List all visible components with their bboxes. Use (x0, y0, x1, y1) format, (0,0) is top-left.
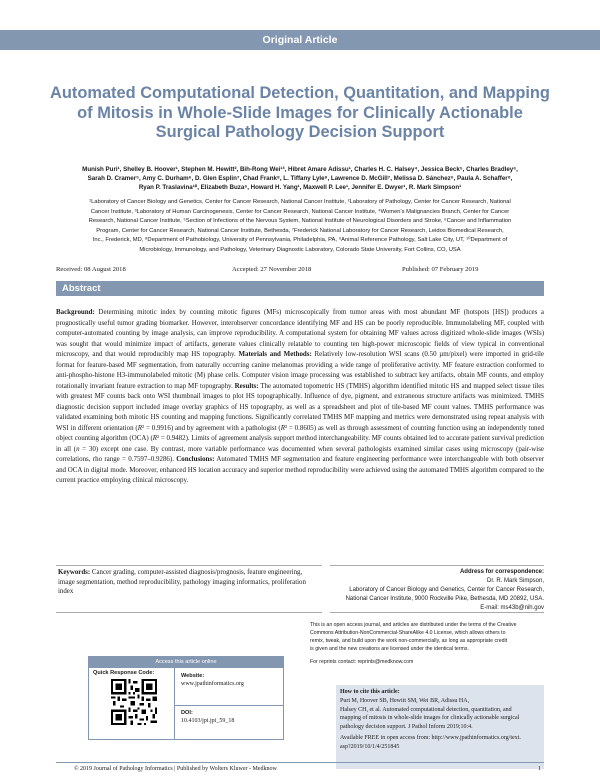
license-line: Commons Attribution-NonCommercial-ShareAlike 4.0 License, which allows others to (310, 630, 506, 636)
citation-box (336, 685, 544, 769)
r-squared-symbol: R (152, 434, 158, 442)
affiliation-line: Program, Center for Cancer Research, National Cancer Institute, Bethesda, ⁷Frederick National Laboratory for Cancer Research, Leidos Biomedical Research, (96, 227, 504, 234)
results-text: The automated topometric HS (TMHS) algorithm identified mitotic HS and mapped select tissue tiles with greatest MF counts back onto WSI thumbnail images to plot HS topographically. Influence of dye, pigment, and extraneous structure artifacts was minimized. TMHS diagnostic decision support included image overlay graphics of HS topography, as well as a spreadsheet and plot of tile-based MF count values. TMHS performance was validated examining both mitotic HS counting and mapping functions. Significantly correlated TMHS MF mapping and metrics were demonstrated using repeat analysis with WSI in different orientation ( (56, 381, 545, 432)
reprints-contact: For reprints contact: reprints@medknow.com (310, 659, 414, 665)
online-access-box (88, 656, 284, 740)
article-dates (56, 266, 544, 278)
title-line: Automated Computational Detection, Quantitation, and Mapping (50, 84, 550, 102)
r-squared-symbol: R (280, 423, 285, 432)
correspondence-address (330, 568, 544, 613)
page-number: 1 (538, 766, 541, 772)
license-notice (310, 621, 544, 666)
conclusions-label: Conclusions: (176, 455, 215, 463)
footer-divider (56, 762, 544, 763)
correspondence-label: Address for correspondence: (459, 569, 544, 575)
affiliation-line: Research, National Cancer Institute, ⁵Section of Infections of the Nervous System, National Institute of Neurological Disorders and Stroke, ⁶Cancer and Inflammation (88, 218, 512, 225)
correspondence-email: E-mail: ms43b@nih.gov (480, 605, 544, 611)
affiliation-line: Cancer Institute, ³Laboratory of Human Carcinogenesis, Center for Cancer Research, National Cancer Institute, ⁴Women's Malignancies Branch, Center for Cancer (90, 208, 510, 215)
author-line: Munish Puri¹, Shelley B. Hoover¹, Stephen M. Hewitt², Bih-Rong Wei¹³, Hibret Amare Adissu¹, Charles H. C. Halsey⁴, Jessica Beck⁵, Charles Bradley⁶, (82, 166, 518, 173)
affiliation-line: Inc., Frederick, MD, ⁸Department of Pathobiology, University of Pennsylvania, Philadelphia, PA, ⁹Animal Reference Pathology, Salt Lake City, UT, ¹⁰Department of (92, 237, 508, 244)
citation-first-line (340, 688, 540, 706)
results-text: ² = 0.8605) as well as through assessment of counting function using an independently tuned object counting algorithm (OCA) ( (56, 423, 545, 442)
author-line: Sarah D. Cramer⁵, Amy C. Durham⁶, D. Glen Esplin⁷, Chad Frank⁸, L. Tiffany Lyle⁹, Lawrence D. McGill⁷, Melissa D. Sánchez⁶, Paula A. Schaffer⁸, (87, 175, 513, 182)
results-text: ² = 0.9916) and by agreement with a pathologist ( (142, 423, 281, 432)
article-type-banner (0, 30, 600, 50)
r-squared-symbol: R (137, 423, 142, 432)
affiliation-line: ¹Laboratory of Cancer Biology and Genetics, Center for Cancer Research, National Cancer Institute, ²Laboratory of Pathology, Center for Cancer Research, National (89, 199, 511, 205)
published-date: Published: 07 February 2019 (402, 266, 479, 273)
keywords-text: Cancer grading, computer-assisted diagnosis/prognosis, feature engineering, image segmentation, method reproducibility, pathology imaging informatics, proliferation index (58, 569, 306, 595)
background-label: Background: (56, 308, 95, 316)
abstract-header (56, 281, 544, 296)
results-text: = 30) except one case. By contrast, more variable performance was documented when several pathologists examined similar cases using microscopy (pair-wise correlations, rho range = 0.7597–0.9286). (56, 444, 544, 463)
title-line: of Mitosis in Whole-Slide Images for Clinically Actionable (77, 103, 523, 122)
qr-label: Quick Response Code: (93, 670, 155, 676)
results-label: Results: (234, 381, 259, 390)
conclusions-text: Automated TMHS MF segmentation and feature engineering performance were interchangeable with both observer and OCA in digital mode. Moreover, enhanced HS location accuracy and superior method reproducibility were achieved using the automated TMHS algorithm compared to the current practice employing clinical microscopy. (56, 455, 545, 484)
qr-code-icon[interactable] (111, 679, 157, 725)
abstract-body (56, 307, 544, 486)
citation-label: How to cite this article: (340, 689, 400, 695)
affiliations (56, 198, 544, 256)
keywords-label: Keywords: (58, 569, 91, 576)
citation-text: Puri M, Hoover SB, Hewitt SM, Wei BR, Adissu HA, (340, 697, 470, 704)
methods-label: Materials and Methods: (238, 350, 312, 358)
footer-copyright: © 2019 Journal of Pathology Informatics | Published by Wolters Kluwer - Medknow (74, 766, 277, 772)
results-text: ² = 0.9482). Limits of agreement analysis support method interchangeability. MF counts obtained led to accurate patient survival prediction in all ( (56, 434, 545, 453)
article-title (40, 84, 560, 143)
correspondence-box (330, 565, 544, 613)
background-text: Determining mitotic index by counting mitotic figures (MFs) microscopically from tumor areas with most abundant MF (hotspots [HS]) produces a prognostically useful tumor grading biomarker. However, interobserver concordance identifying MF and HS can be poorly reproducible. Immunolabeling MF, coupled with computer-automated counting by image analysis, can improve reproducibility. A computational system for obtaining MF values across digitized whole-slide images (WSIs) was sought that would minimize impact of artifacts, generate values clinically relatable to counting ten high-power microscopic fields of view typical in conventional microscopy, and that would reproducibly map HS topography. (56, 308, 544, 358)
doi-link[interactable]: 10.4103/jpi.jpi_59_18 (181, 718, 235, 724)
doi-label: DOI: (181, 710, 193, 716)
keywords-box (56, 565, 322, 613)
received-date: Received: 08 August 2018 (56, 266, 126, 273)
affiliation-line: Microbiology, Immunology, and Pathology, Veterinary Diagnostic Laboratory, Colorado State University, Fort Collins, CO, USA (139, 246, 461, 253)
abstract-heading: Abstract (62, 283, 101, 294)
accepted-date: Accepted: 27 November 2018 (232, 266, 312, 273)
methods-text: Relatively low-resolution WSI scans (0.50 µm/pixel) were imported in grid-tile format for feature-based MF segmentation, from naturally occurring canine melanomas providing a wide range of proliferative activity. MF feature extraction conformed to anti-phospho-histone H3-immunolabeled mitotic (M) phase cells. Computer vision image processing was established to subtract key artifacts, obtain MF counts, and employ rotationally invariant feature extraction to map MF topography. (56, 350, 545, 390)
website-link[interactable]: www.jpathinformatics.org (181, 681, 244, 687)
n-symbol: n (76, 444, 80, 453)
access-divider (174, 668, 175, 740)
title-line: Surgical Pathology Decision Support (155, 123, 445, 141)
keywords (58, 568, 320, 597)
author-line: Ryan P. Traslavina¹⁰, Elizabeth Buza⁶, Howard H. Yang¹, Maxwell P. Lee¹, Jennifer E. Dwyer¹, R. Mark Simpson¹ (138, 184, 462, 191)
availability-line[interactable]: asp?2019/10/1/4/251845 (340, 743, 400, 750)
correspondence-line: Laboratory of Cancer Biology and Genetics, Center for Cancer Research, (349, 587, 544, 593)
citation-line: pathology decision support. J Pathol Inform 2019;10:4. (340, 724, 473, 731)
correspondence-line: National Cancer Institute, 9000 Rockville Pike, Bethesda, MD 20892, USA. (345, 596, 544, 602)
correspondence-first-line (330, 568, 544, 586)
license-line: remix, tweak, and build upon the work non-commercially, as long as appropriate credit (310, 638, 508, 644)
correspondence-name: Dr. R. Mark Simpson, (486, 578, 544, 584)
access-divider (174, 705, 283, 706)
citation (340, 688, 540, 752)
article-type-label: Original Article (262, 34, 338, 46)
availability-line[interactable]: Available FREE in open access from: http://www.jpathinformatics.org/text. (340, 734, 521, 741)
access-header: Access this article online (89, 657, 283, 668)
citation-line: mapping of mitosis in whole-slide images for clinically actionable surgical (340, 715, 520, 722)
license-line: This is an open access journal, and articles are distributed under the terms of the Creative (310, 622, 517, 628)
license-line: is given and the new creations are licensed under the identical terms. (310, 646, 469, 652)
author-list (60, 165, 540, 192)
citation-line: Halsey CH, et al. Automated computational detection, quantitation, and (340, 706, 512, 713)
website-label: Website: (181, 673, 205, 679)
